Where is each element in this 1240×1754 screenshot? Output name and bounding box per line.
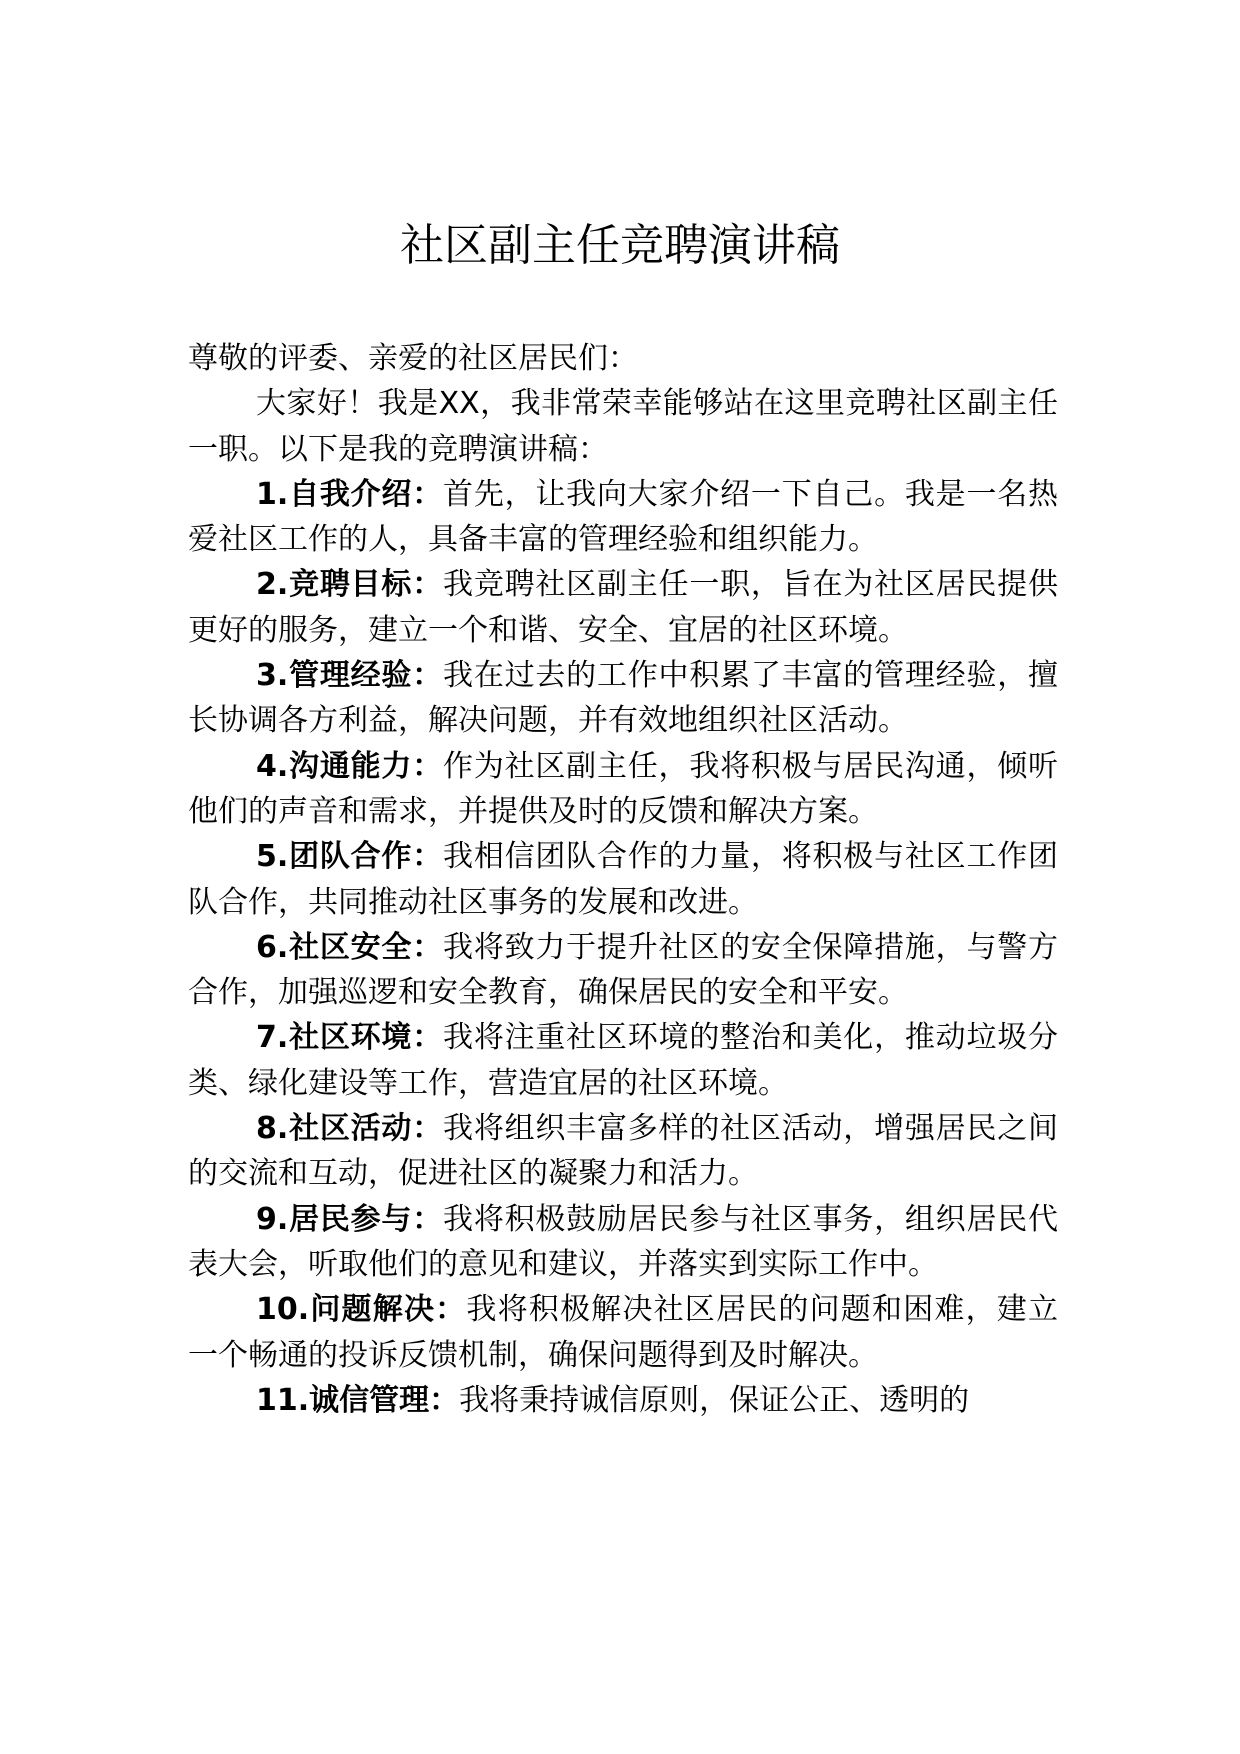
section-heading: 社区环境 [288, 1020, 413, 1056]
section-number: 7. [256, 1020, 289, 1056]
section-number: 8. [256, 1111, 289, 1147]
intro-paragraph: 大家好！我是XX，我非常荣幸能够站在这里竞聘社区副主任一职。以下是我的竞聘演讲稿： [188, 386, 1058, 467]
section-colon: ： [429, 1382, 460, 1418]
section-colon: ： [435, 1292, 467, 1328]
section-number: 9. [256, 1201, 289, 1237]
section-number: 10. [256, 1292, 310, 1328]
section-paragraph [188, 472, 1058, 563]
section-colon: ： [412, 1020, 444, 1056]
section-number: 5. [256, 839, 289, 875]
section-text: 首先，让我向大家介绍一下自己。我是一名热爱社区工作的人，具备丰富的管理经验和组织能力。 [188, 476, 1059, 558]
section-text: 作为社区副主任，我将积极与居民沟通，倾听他们的声音和需求，并提供及时的反馈和解决方案。 [188, 748, 1059, 829]
section-number: 3. [256, 658, 289, 694]
section-paragraph [188, 653, 1058, 744]
section-colon: ： [412, 1201, 444, 1237]
section-heading: 诚信管理 [309, 1382, 430, 1418]
section-heading: 团队合作 [288, 839, 413, 875]
section-text: 我将注重社区环境的整治和美化，推动垃圾分类、绿化建设等工作，营造宜居的社区环境。 [188, 1020, 1059, 1101]
section-text: 我相信团队合作的力量，将积极与社区工作团队合作，共同推动社区事务的发展和改进。 [188, 839, 1059, 920]
section-heading: 居民参与 [288, 1201, 413, 1237]
section-text: 我将致力于提升社区的安全保障措施，与警方合作，加强巡逻和安全教育，确保居民的安全和平安。 [188, 929, 1059, 1011]
section-paragraph [188, 1015, 1058, 1106]
section-heading: 自我介绍 [288, 476, 413, 512]
section-number: 4. [256, 748, 289, 784]
section-text: 我将组织丰富多样的社区活动，增强居民之间的交流和互动，促进社区的凝聚力和活力。 [188, 1111, 1059, 1192]
section-heading: 社区活动 [288, 1111, 413, 1147]
document-title: 社区副主任竞聘演讲稿 [400, 220, 840, 271]
greeting-line: 尊敬的评委、亲爱的社区居民们： [188, 341, 638, 376]
section-number: 11. [256, 1382, 310, 1418]
section-text: 我在过去的工作中积累了丰富的管理经验，擅长协调各方利益，解决问题，并有效地组织社区活动。 [188, 658, 1059, 739]
section-text: 我将积极鼓励居民参与社区事务，组织居民代表大会，听取他们的意见和建议，并落实到实际工作中。 [188, 1201, 1059, 1282]
section-text: 我将秉持诚信原则，保证公正、透明的 [459, 1382, 970, 1418]
section-text: 我竞聘社区副主任一职，旨在为社区居民提供更好的服务，建立一个和谐、安全、宜居的社区环境。 [188, 567, 1059, 648]
section-colon: ： [412, 658, 444, 694]
section-colon: ： [412, 929, 444, 965]
section-colon: ： [412, 839, 444, 875]
section-heading: 管理经验 [288, 658, 413, 694]
section-number: 6. [256, 929, 289, 965]
section-colon: ： [412, 1111, 444, 1147]
document-body [188, 336, 1058, 1423]
section-paragraph [188, 1287, 1058, 1378]
section-paragraph [188, 1197, 1058, 1288]
section-number: 1. [256, 476, 289, 512]
section-colon: ： [412, 567, 444, 603]
section-text: 我将积极解决社区居民的问题和困难，建立一个畅通的投诉反馈机制，确保问题得到及时解决。 [188, 1292, 1059, 1373]
section-colon: ： [412, 748, 444, 784]
section-heading: 竞聘目标 [288, 567, 413, 603]
section-colon: ： [412, 476, 444, 512]
section-heading: 沟通能力 [288, 748, 413, 784]
section-number: 2. [256, 567, 289, 603]
section-paragraph [188, 1106, 1058, 1197]
section-paragraph [188, 1378, 1058, 1423]
section-paragraph [188, 925, 1058, 1016]
section-paragraph [188, 562, 1058, 653]
section-heading: 社区安全 [288, 929, 413, 965]
section-paragraph [188, 744, 1058, 835]
section-heading: 问题解决 [309, 1292, 436, 1328]
section-paragraph [188, 834, 1058, 925]
